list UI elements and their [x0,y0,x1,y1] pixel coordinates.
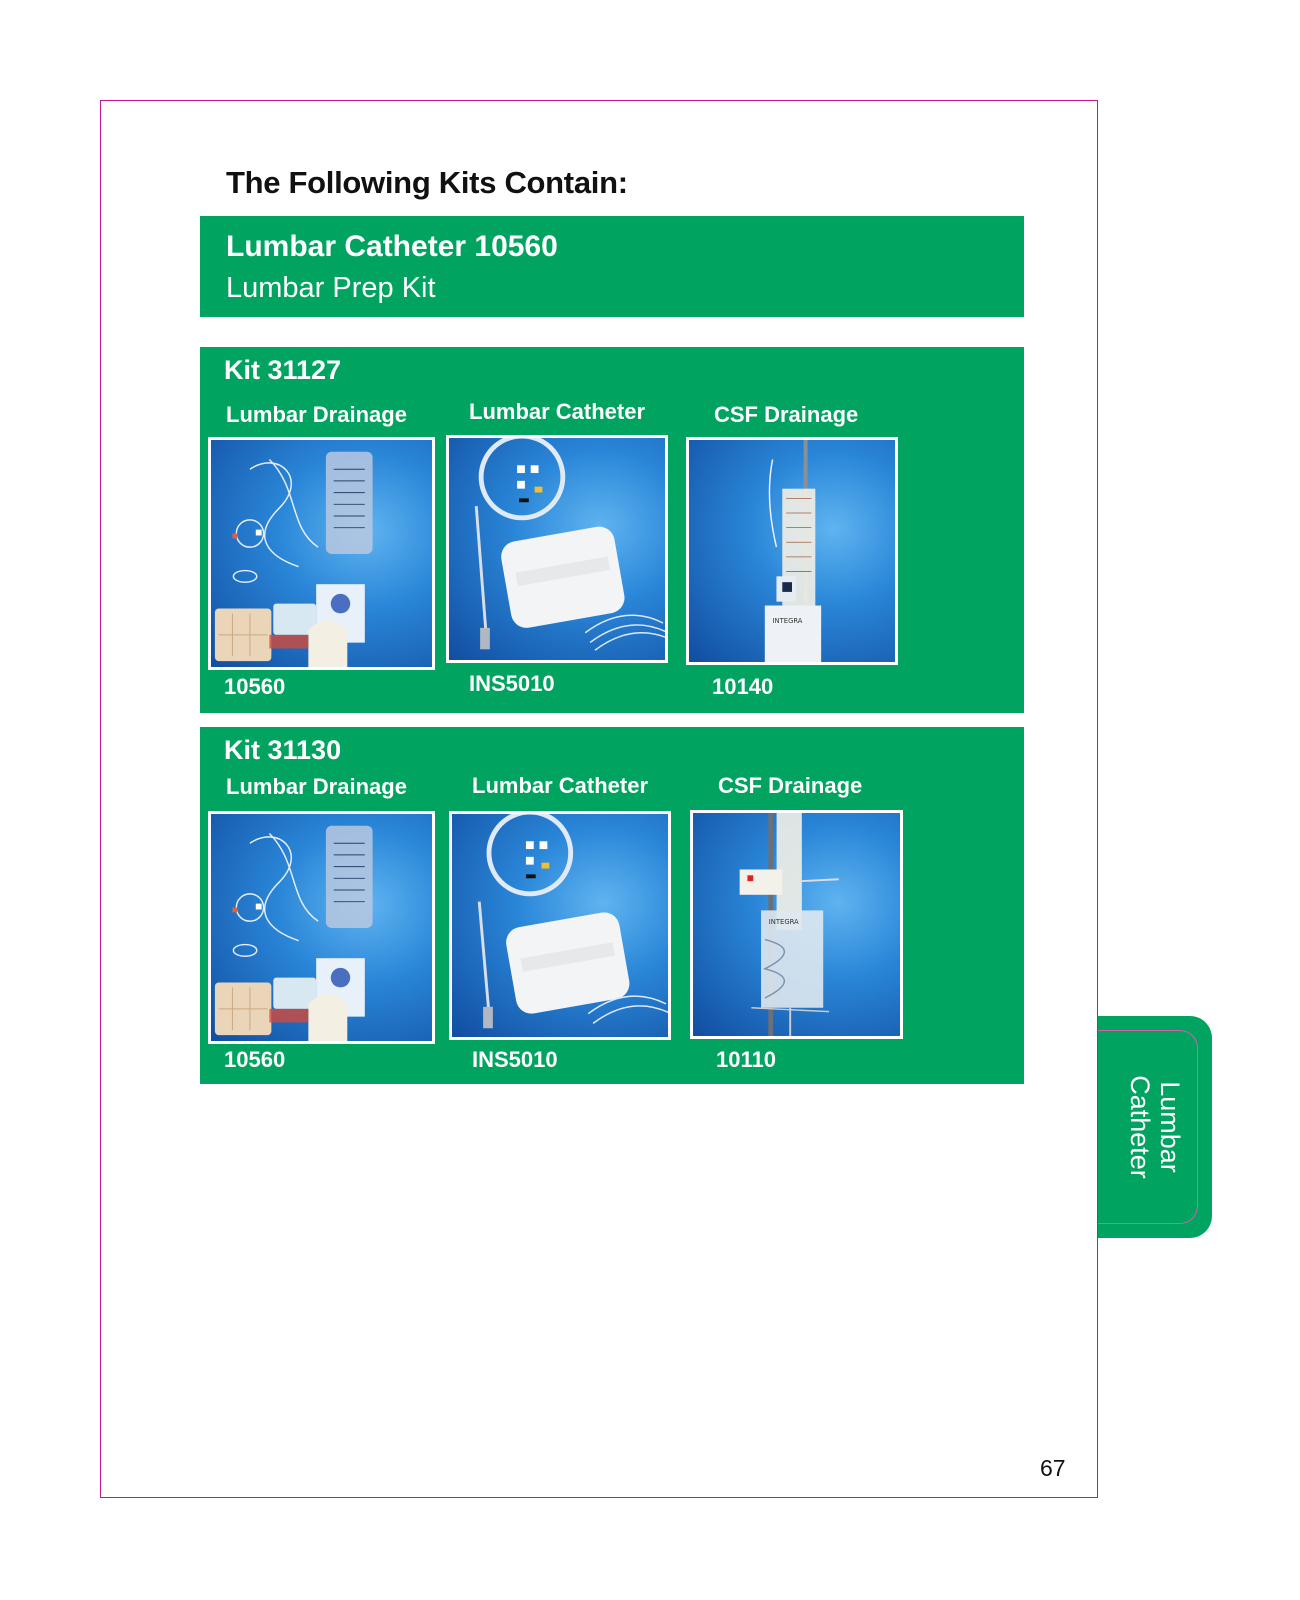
kit-panel-31127 [200,347,1024,713]
section-tab-line-1: Lumbar [1155,1081,1185,1173]
svg-text:INTEGRA: INTEGRA [768,918,799,927]
page-heading: The Following Kits Contain: [226,165,628,200]
svg-text:INTEGRA: INTEGRA [772,617,803,626]
page-number: 67 [1040,1455,1066,1481]
item-label-csf-drainage: CSF Drainage [714,402,859,427]
item-label-lumbar-drainage: Lumbar Drainage [226,402,407,427]
item-code: 10560 [224,674,286,699]
item-code: 10140 [712,674,774,699]
item-label-csf-drainage: CSF Drainage [718,773,863,798]
prep-kit-title: Lumbar Catheter 10560 [226,230,558,263]
lumbar-drainage-kit-photo [208,437,435,670]
csf-drainage-photo [690,810,903,1039]
prep-kit-banner [200,216,1024,317]
kit-panel-31130 [200,727,1024,1084]
kit-title: Kit 31130 [224,735,342,765]
lumbar-drainage-kit-photo [208,811,435,1044]
item-code: 10110 [716,1047,776,1072]
kit-title: Kit 31127 [224,355,342,385]
item-code: 10560 [224,1047,286,1072]
section-tab-lumbar-catheter[interactable] [1098,1016,1212,1238]
section-tab-line-2: Catheter [1125,1075,1155,1179]
item-code: INS5010 [472,1047,558,1072]
item-label-lumbar-catheter: Lumbar Catheter [469,399,646,424]
section-tab-label [1125,1075,1185,1179]
item-code: INS5010 [469,671,555,696]
item-label-lumbar-catheter: Lumbar Catheter [472,773,649,798]
item-label-lumbar-drainage: Lumbar Drainage [226,774,407,799]
lumbar-catheter-photo [446,435,668,663]
csf-drainage-photo [686,437,898,665]
prep-kit-subtitle: Lumbar Prep Kit [226,272,436,304]
lumbar-catheter-photo [449,811,671,1040]
